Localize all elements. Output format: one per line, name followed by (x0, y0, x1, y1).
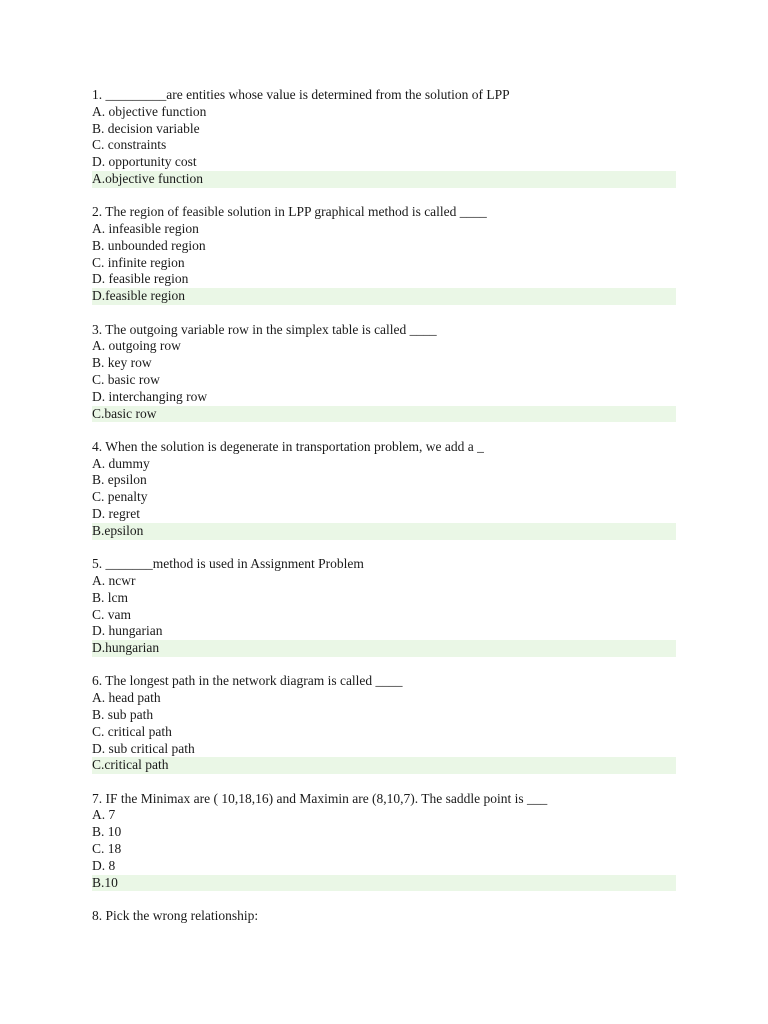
option: C. 18 (92, 841, 122, 857)
option: A. objective function (92, 103, 207, 119)
option: A. outgoing row (92, 338, 181, 354)
option: D. feasible region (92, 271, 189, 287)
question-block (92, 322, 676, 423)
answer-highlight: B.10 (92, 875, 676, 892)
answer-highlight: C.basic row (92, 406, 676, 423)
option: C. critical path (92, 723, 172, 739)
option: A. ncwr (92, 572, 136, 588)
option: C. basic row (92, 371, 160, 387)
answer-highlight: C.critical path (92, 757, 676, 774)
answer-highlight: A.objective function (92, 171, 676, 188)
question-text: 4. When the solution is degenerate in transportation problem, we add a _ (92, 438, 484, 454)
option: B. decision variable (92, 120, 200, 136)
question-text: 1. _________are entities whose value is determined from the solution of LPP (92, 87, 510, 102)
option: D. interchanging row (92, 388, 208, 404)
answer-highlight: D.feasible region (92, 288, 676, 305)
option: D. opportunity cost (92, 154, 197, 170)
option: A. infeasible region (92, 221, 199, 237)
question-block (92, 439, 676, 540)
question-block (92, 791, 676, 892)
question-text: 6. The longest path in the network diagram is called ____ (92, 673, 403, 689)
option: C. vam (92, 606, 131, 622)
option: D. regret (92, 506, 140, 522)
option: B. key row (92, 355, 152, 371)
question-text: 8. Pick the wrong relationship: (92, 907, 259, 923)
answer-highlight: D.hungarian (92, 640, 676, 657)
option: B. 10 (92, 824, 122, 840)
option: A. dummy (92, 455, 150, 471)
question-block (92, 673, 676, 774)
option: B. epsilon (92, 472, 147, 488)
question-text: 5. _______method is used in Assignment Problem (92, 556, 364, 572)
option: C. infinite region (92, 254, 185, 270)
option: D. hungarian (92, 623, 163, 639)
option: A. 7 (92, 807, 116, 823)
option: A. head path (92, 690, 161, 706)
question-text: 7. IF the Minimax are ( 10,18,16) and Maximin are (8,10,7). The saddle point is ___ (92, 790, 548, 806)
option: B. sub path (92, 707, 154, 722)
answer-highlight: B.epsilon (92, 523, 676, 540)
document-page (92, 87, 676, 941)
option: B. lcm (92, 589, 128, 605)
question-text: 2. The region of feasible solution in LPP graphical method is called ____ (92, 204, 487, 220)
question-block (92, 204, 676, 305)
option: B. unbounded region (92, 237, 206, 253)
question-block (92, 908, 676, 925)
option: C. penalty (92, 489, 148, 505)
option: D. sub critical path (92, 740, 195, 756)
question-block (92, 556, 676, 657)
question-text: 3. The outgoing variable row in the simplex table is called ____ (92, 321, 437, 337)
question-block (92, 87, 676, 188)
option: D. 8 (92, 857, 116, 873)
option: C. constraints (92, 137, 167, 153)
